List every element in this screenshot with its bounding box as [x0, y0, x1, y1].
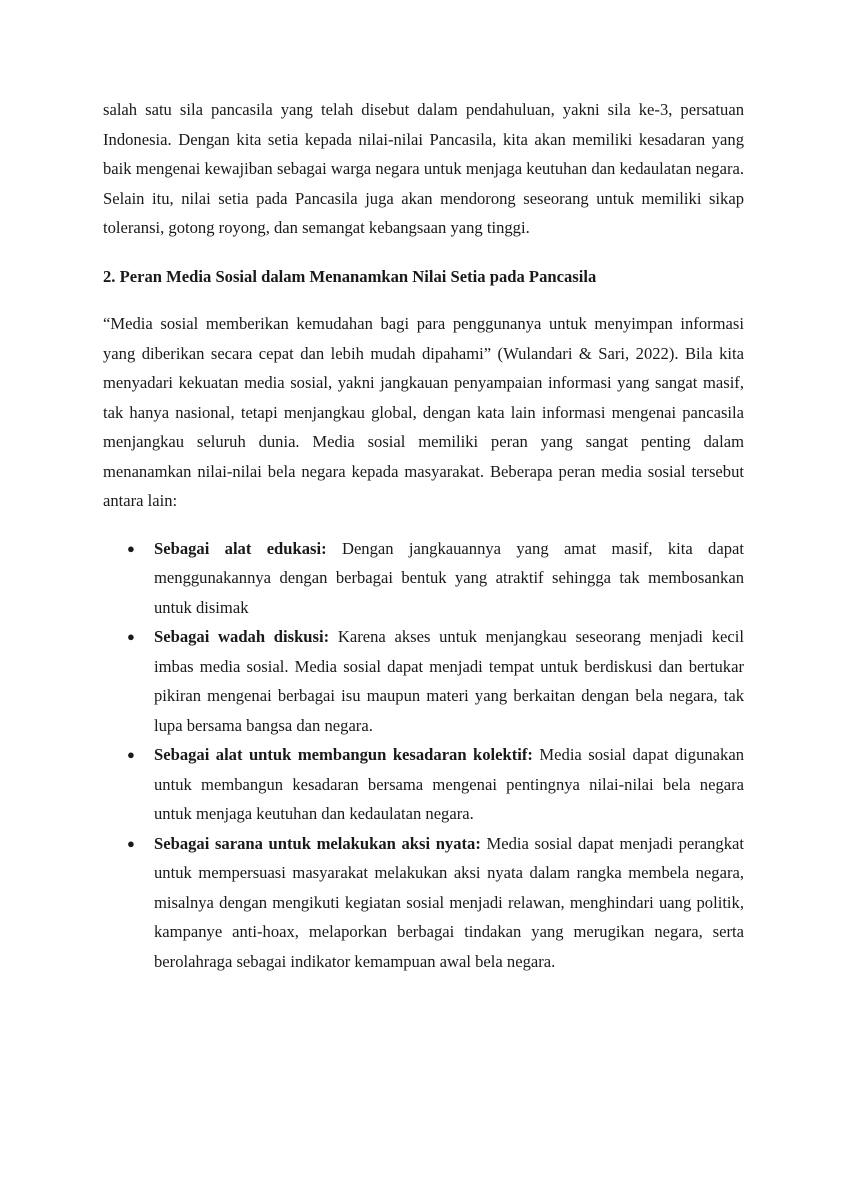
role-term: Sebagai sarana untuk melakukan aksi nyata: — [154, 833, 481, 853]
list-item — [103, 622, 744, 740]
intro-paragraph: salah satu sila pancasila yang telah disebut dalam pendahuluan, yakni sila ke-3, persatuan Indonesia. Dengan kita setia kepada nilai-nilai Pancasila, kita akan memiliki kesadaran yang baik mengenai kewajiban sebagai warga negara untuk menjaga keutuhan dan kedaulatan negara. Selain itu, nilai setia pada Pancasila juga akan mendorong seseorang untuk memiliki sikap toleransi, gotong royong, dan semangat kebangsaan yang tinggi. — [103, 100, 744, 237]
bullet-icon: ● — [127, 835, 135, 851]
role-term: Sebagai wadah diskusi: — [154, 627, 330, 646]
bullet-icon: ● — [127, 540, 135, 556]
roles-list — [103, 534, 744, 977]
role-text: Media sosial dapat digunakan untuk membangun kesadaran bersama mengenai pentingnya nilai-nilai bela negara untuk menjaga keutuhan dan kedaulatan negara. — [154, 745, 745, 823]
role-text: Dengan jangkauannya yang amat masif, kita dapat menggunakannya dengan berbagai bentuk yang atraktif sehingga tak membosankan untuk disimak — [154, 538, 744, 617]
bullet-icon: ● — [127, 747, 135, 762]
document-page — [103, 95, 744, 976]
role-text: Karena akses untuk menjangkau seseorang menjadi kecil imbas media sosial. Media sosial dapat menjadi tempat untuk berdiskusi dan bertukar pikiran mengenai berbagai isu maupun materi yang berkaitan dengan bela negara, tak lupa bersama bangsa dan negara. — [154, 627, 744, 735]
list-item — [103, 829, 744, 977]
role-text: Media sosial dapat menjadi perangkat untuk mempersuasi masyarakat melakukan aksi nyata dalam rangka membela negara, misalnya dengan mengikuti kegiatan sosial menjadi relawan, menghindari uang politik, kampanye anti-hoax, melaporkan berbagai tindakan yang merugikan negara, serta berolahraga sebagai indikator kemampuan awal bela negara. — [154, 833, 744, 971]
bullet-icon: ● — [127, 629, 135, 644]
section-heading: 2. Peran Media Sosial dalam Menanamkan Nilai Setia pada Pancasila — [103, 266, 597, 286]
role-term: Sebagai alat untuk membangun kesadaran kolektif: — [154, 745, 533, 764]
media-paragraph: “Media sosial memberikan kemudahan bagi para penggunanya untuk menyimpan informasi yang diberikan secara cepat dan lebih mudah dipahami” (Wulandari & Sari, 2022). Bila kita menyadari kekuatan media sosial, yakni jangkauan penyampaian informasi yang sangat masif, tak hanya nasional, tetapi menjangkau global, dengan kata lain informasi mengenai pancasila menjangkau seluruh dunia. Media sosial memiliki peran yang sangat penting dalam menanamkan nilai-nilai bela negara kepada masyarakat. Beberapa peran media sosial tersebut antara lain: — [103, 314, 744, 510]
list-item — [103, 534, 744, 623]
role-term: Sebagai alat edukasi: — [154, 538, 327, 558]
list-item — [103, 740, 744, 829]
